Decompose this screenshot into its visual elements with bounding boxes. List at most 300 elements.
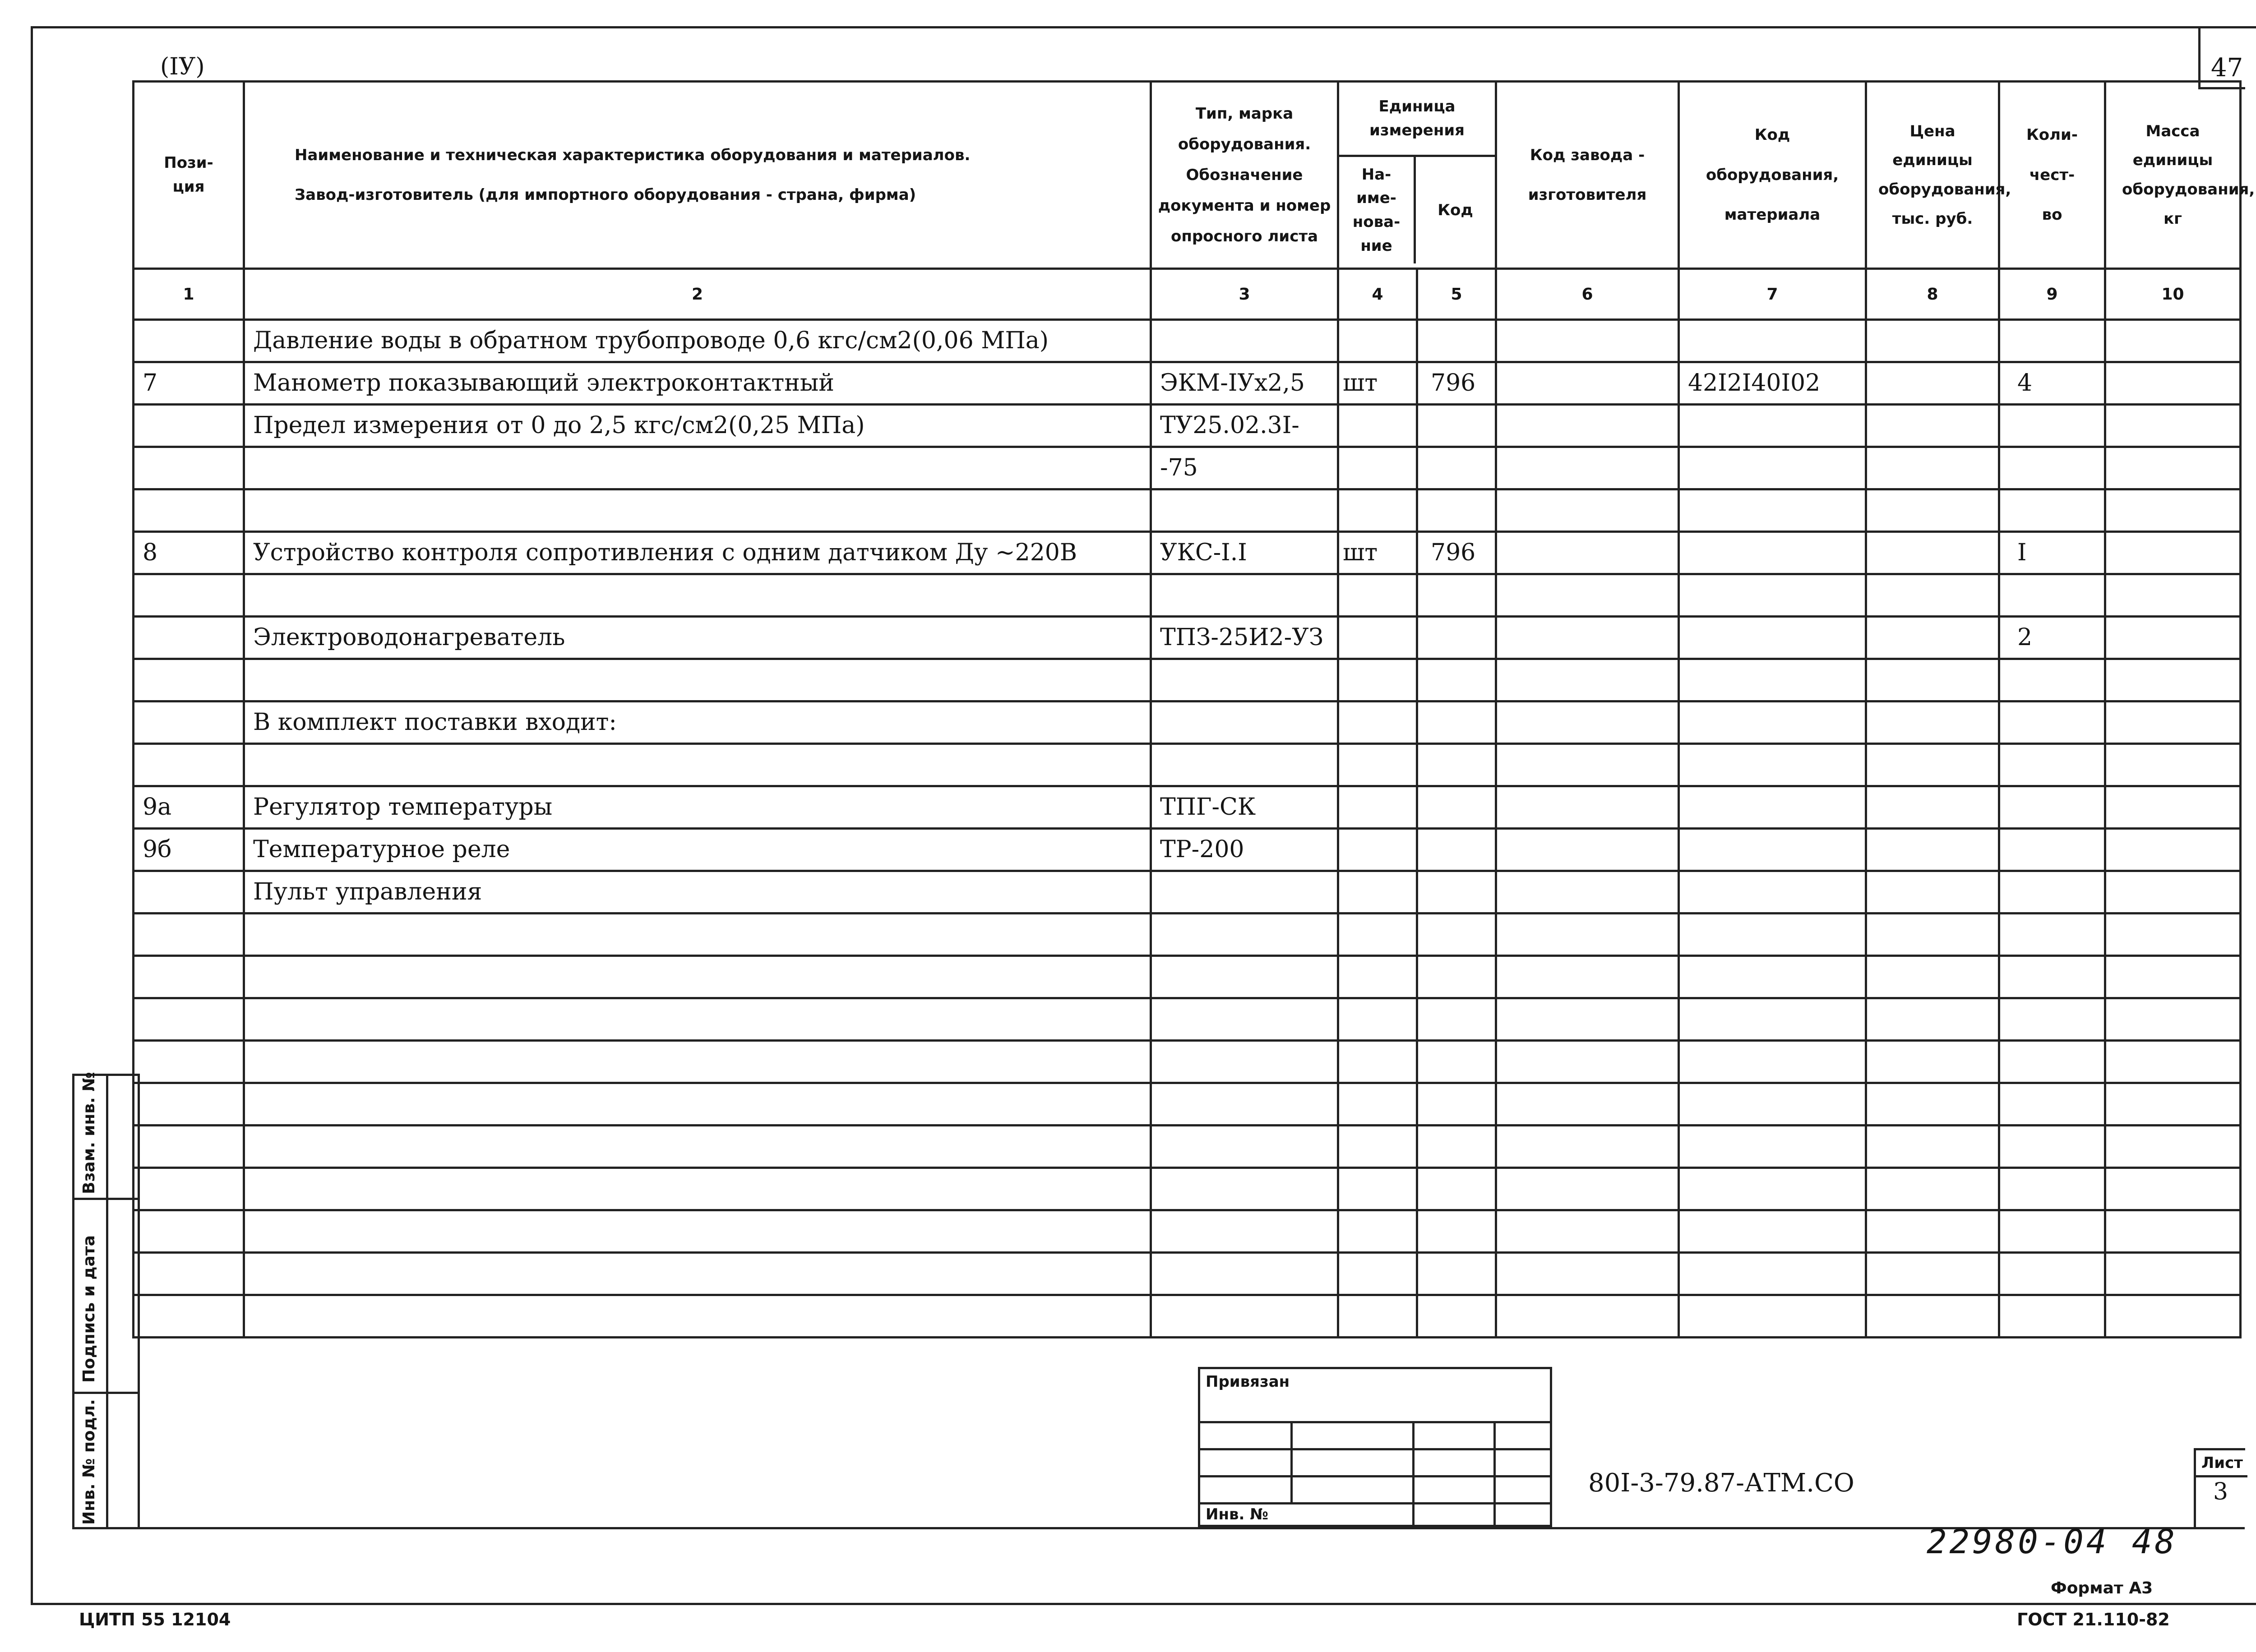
- position-cell: [134, 1210, 244, 1253]
- type-cell: [1151, 1126, 1338, 1168]
- page-number: 47: [2211, 53, 2243, 83]
- code-cell: [1417, 320, 1496, 362]
- equipment-code-cell: [1679, 914, 1866, 956]
- replaced-inv-label: Взам. инв. №: [80, 1072, 98, 1194]
- unit-cell: [1338, 1253, 1417, 1295]
- header-equipment-code: Код оборудования, материала: [1679, 82, 1866, 269]
- column-number: 1: [134, 269, 244, 320]
- plant-code-cell: [1496, 320, 1679, 362]
- mass-cell: [2105, 574, 2241, 617]
- unit-cell: [1338, 574, 1417, 617]
- type-cell: [1151, 659, 1338, 701]
- code-cell: [1417, 1083, 1496, 1126]
- quantity-cell: [1999, 1168, 2105, 1210]
- column-number: 6: [1496, 269, 1679, 320]
- mass-cell: [2105, 871, 2241, 914]
- equipment-code-cell: [1679, 320, 1866, 362]
- name-cell: Пульт управления: [244, 871, 1151, 914]
- price-cell: [1866, 1253, 1999, 1295]
- equipment-code-cell: [1679, 447, 1866, 489]
- mass-cell: [2105, 405, 2241, 447]
- equipment-code-cell: [1679, 659, 1866, 701]
- unit-cell: [1338, 1041, 1417, 1083]
- plant-code-cell: [1496, 362, 1679, 405]
- name-cell: [244, 447, 1151, 489]
- sheet-box: [2194, 1448, 2245, 1529]
- header-unit-code: Код: [1438, 201, 1473, 219]
- code-cell: [1417, 744, 1496, 786]
- price-cell: [1866, 320, 1999, 362]
- code-cell: [1417, 659, 1496, 701]
- code-cell: 796: [1417, 362, 1496, 405]
- name-cell: Регулятор температуры: [244, 786, 1151, 829]
- mass-cell: [2105, 998, 2241, 1041]
- position-cell: [134, 574, 244, 617]
- column-number: 3: [1151, 269, 1338, 320]
- header-name: Наименование и техническая характеристика оборудования и материалов. Завод-изготовитель (для импортного оборудования - страна, фирма): [244, 82, 1151, 269]
- table-row: [134, 362, 2241, 405]
- quantity-cell: [1999, 956, 2105, 998]
- mass-cell: [2105, 1210, 2241, 1253]
- equipment-code-cell: [1679, 532, 1866, 574]
- price-cell: [1866, 956, 1999, 998]
- mass-cell: [2105, 659, 2241, 701]
- table-row: [134, 871, 2241, 914]
- code-cell: [1417, 1253, 1496, 1295]
- price-cell: [1866, 998, 1999, 1041]
- table-row: [134, 701, 2241, 744]
- position-cell: [134, 320, 244, 362]
- unit-cell: [1338, 744, 1417, 786]
- type-cell: [1151, 489, 1338, 532]
- type-cell: [1151, 871, 1338, 914]
- name-cell: Устройство контроля сопротивления с одним датчиком Ду ∼220В: [244, 532, 1151, 574]
- table-row-empty: [134, 1253, 2241, 1295]
- equipment-code-cell: [1679, 786, 1866, 829]
- position-cell: [134, 659, 244, 701]
- quantity-cell: [1999, 320, 2105, 362]
- table-row-empty: [134, 1083, 2241, 1126]
- price-cell: [1866, 744, 1999, 786]
- quantity-cell: [1999, 914, 2105, 956]
- name-cell: [244, 914, 1151, 956]
- name-cell: [244, 1253, 1151, 1295]
- mass-cell: [2105, 1168, 2241, 1210]
- name-cell: В комплект поставки входит:: [244, 701, 1151, 744]
- table-header-row: [134, 82, 2241, 269]
- equipment-code-cell: [1679, 1041, 1866, 1083]
- price-cell: [1866, 659, 1999, 701]
- unit-cell: [1338, 617, 1417, 659]
- name-cell: Электроводонагреватель: [244, 617, 1151, 659]
- position-cell: [134, 1253, 244, 1295]
- position-cell: [134, 956, 244, 998]
- code-cell: [1417, 1168, 1496, 1210]
- quantity-cell: I: [1999, 532, 2105, 574]
- unit-cell: [1338, 1126, 1417, 1168]
- table-row-empty: [134, 1295, 2241, 1338]
- sheet-number: 3: [2213, 1478, 2228, 1505]
- code-cell: [1417, 871, 1496, 914]
- name-cell: [244, 489, 1151, 532]
- column-number: 5: [1417, 269, 1496, 320]
- type-cell: ТР-200: [1151, 829, 1338, 871]
- equipment-code-cell: [1679, 829, 1866, 871]
- table-row-empty: [134, 956, 2241, 998]
- type-cell: ТПЗ-25И2-УЗ: [1151, 617, 1338, 659]
- type-cell: [1151, 574, 1338, 617]
- type-cell: [1151, 701, 1338, 744]
- unit-cell: [1338, 914, 1417, 956]
- plant-code-cell: [1496, 1210, 1679, 1253]
- column-number: 4: [1338, 269, 1417, 320]
- mass-cell: [2105, 1041, 2241, 1083]
- code-cell: [1417, 829, 1496, 871]
- price-cell: [1866, 1295, 1999, 1338]
- table-row: [134, 405, 2241, 447]
- code-cell: 796: [1417, 532, 1496, 574]
- position-cell: [134, 871, 244, 914]
- footer-left-code: ЦИТП 55 12104: [79, 1610, 231, 1629]
- table-row: [134, 320, 2241, 362]
- position-cell: 7: [134, 362, 244, 405]
- name-cell: [244, 1295, 1151, 1338]
- position-cell: [134, 1126, 244, 1168]
- header-unit-name: На-име-нова-ние: [1339, 157, 1416, 263]
- table-row: [134, 574, 2241, 617]
- equipment-code-cell: [1679, 1126, 1866, 1168]
- type-cell: ТУ25.02.3I-: [1151, 405, 1338, 447]
- plant-code-cell: [1496, 871, 1679, 914]
- mass-cell: [2105, 532, 2241, 574]
- bottom-border: [72, 1527, 2245, 1529]
- name-cell: [244, 574, 1151, 617]
- plant-code-cell: [1496, 405, 1679, 447]
- column-number: 10: [2105, 269, 2241, 320]
- plant-code-cell: [1496, 1168, 1679, 1210]
- price-cell: [1866, 701, 1999, 744]
- name-cell: [244, 956, 1151, 998]
- unit-cell: [1338, 1295, 1417, 1338]
- position-cell: 8: [134, 532, 244, 574]
- table-row: [134, 447, 2241, 489]
- plant-code-cell: [1496, 744, 1679, 786]
- type-cell: [1151, 320, 1338, 362]
- quantity-cell: [1999, 998, 2105, 1041]
- code-cell: [1417, 574, 1496, 617]
- mass-cell: [2105, 1295, 2241, 1338]
- quantity-cell: [1999, 1210, 2105, 1253]
- code-cell: [1417, 617, 1496, 659]
- code-cell: [1417, 914, 1496, 956]
- table-row: [134, 744, 2241, 786]
- quantity-cell: [1999, 1295, 2105, 1338]
- unit-cell: [1338, 405, 1417, 447]
- code-cell: [1417, 956, 1496, 998]
- mass-cell: [2105, 1083, 2241, 1126]
- plant-code-cell: [1496, 574, 1679, 617]
- equipment-code-cell: [1679, 617, 1866, 659]
- equipment-code-cell: [1679, 998, 1866, 1041]
- mass-cell: [2105, 956, 2241, 998]
- name-cell: [244, 659, 1151, 701]
- plant-code-cell: [1496, 532, 1679, 574]
- name-cell: [244, 1083, 1151, 1126]
- format-label: Формат А3: [2051, 1579, 2153, 1597]
- code-cell: [1417, 489, 1496, 532]
- type-cell: [1151, 744, 1338, 786]
- code-cell: [1417, 447, 1496, 489]
- unit-cell: [1338, 659, 1417, 701]
- name-cell: [244, 1126, 1151, 1168]
- equipment-code-cell: [1679, 1083, 1866, 1126]
- table-row-empty: [134, 1168, 2241, 1210]
- code-cell: [1417, 1210, 1496, 1253]
- code-cell: [1417, 1126, 1496, 1168]
- header-unit-group: [1338, 82, 1496, 269]
- code-cell: [1417, 1295, 1496, 1338]
- type-cell: [1151, 998, 1338, 1041]
- plant-code-cell: [1496, 447, 1679, 489]
- unit-cell: [1338, 447, 1417, 489]
- position-cell: [134, 617, 244, 659]
- type-cell: ЭКМ-IУх2,5: [1151, 362, 1338, 405]
- mass-cell: [2105, 320, 2241, 362]
- equipment-code-cell: [1679, 489, 1866, 532]
- mass-cell: [2105, 617, 2241, 659]
- quantity-cell: 2: [1999, 617, 2105, 659]
- type-cell: [1151, 914, 1338, 956]
- price-cell: [1866, 1126, 1999, 1168]
- quantity-cell: [1999, 1126, 2105, 1168]
- position-cell: [134, 489, 244, 532]
- corner-mark: (IУ): [160, 53, 205, 80]
- header-mass: Масса единицы оборудования, кг: [2105, 82, 2241, 269]
- quantity-cell: [1999, 1253, 2105, 1295]
- plant-code-cell: [1496, 998, 1679, 1041]
- plant-code-cell: [1496, 1041, 1679, 1083]
- table-row-empty: [134, 1041, 2241, 1083]
- unit-cell: [1338, 1168, 1417, 1210]
- table-row: [134, 617, 2241, 659]
- unit-cell: шт: [1338, 362, 1417, 405]
- quantity-cell: [1999, 829, 2105, 871]
- table-row: [134, 532, 2241, 574]
- position-cell: [134, 1168, 244, 1210]
- code-cell: [1417, 1041, 1496, 1083]
- type-cell: [1151, 1083, 1338, 1126]
- document-code: 80I-3-79.87-АТМ.СО: [1588, 1468, 1854, 1498]
- position-cell: [134, 1041, 244, 1083]
- type-cell: ТПГ-СК: [1151, 786, 1338, 829]
- price-cell: [1866, 617, 1999, 659]
- name-cell: [244, 998, 1151, 1041]
- type-cell: [1151, 1253, 1338, 1295]
- position-cell: [134, 447, 244, 489]
- price-cell: [1866, 1168, 1999, 1210]
- unit-cell: шт: [1338, 532, 1417, 574]
- quantity-cell: [1999, 405, 2105, 447]
- mass-cell: [2105, 1126, 2241, 1168]
- table-body: [134, 320, 2241, 1338]
- position-cell: 9а: [134, 786, 244, 829]
- name-cell: Температурное реле: [244, 829, 1151, 871]
- type-cell: [1151, 1295, 1338, 1338]
- plant-code-cell: [1496, 914, 1679, 956]
- plant-code-cell: [1496, 956, 1679, 998]
- mass-cell: [2105, 914, 2241, 956]
- position-cell: [134, 998, 244, 1041]
- equipment-code-cell: [1679, 744, 1866, 786]
- equipment-code-cell: [1679, 405, 1866, 447]
- column-number: 2: [244, 269, 1151, 320]
- specification-table: [132, 80, 2255, 1338]
- table-row: [134, 489, 2241, 532]
- header-quantity: Коли-чест-во: [1999, 82, 2105, 269]
- table-row-empty: [134, 1126, 2241, 1168]
- price-cell: [1866, 1041, 1999, 1083]
- type-cell: УКС-I.I: [1151, 532, 1338, 574]
- mass-cell: [2105, 489, 2241, 532]
- price-cell: [1866, 405, 1999, 447]
- position-cell: [134, 1295, 244, 1338]
- stamp-inv-label: Инв. №: [1206, 1505, 1269, 1523]
- plant-code-cell: [1496, 1126, 1679, 1168]
- type-cell: [1151, 1041, 1338, 1083]
- quantity-cell: 4: [1999, 362, 2105, 405]
- code-cell: [1417, 701, 1496, 744]
- type-cell: [1151, 1210, 1338, 1253]
- plant-code-cell: [1496, 1295, 1679, 1338]
- plant-code-cell: [1496, 617, 1679, 659]
- header-unit-title: Единица измерения: [1369, 97, 1465, 139]
- price-cell: [1866, 1083, 1999, 1126]
- price-cell: [1866, 914, 1999, 956]
- table-row: [134, 786, 2241, 829]
- equipment-code-cell: [1679, 956, 1866, 998]
- quantity-cell: [1999, 659, 2105, 701]
- position-cell: [134, 914, 244, 956]
- price-cell: [1866, 532, 1999, 574]
- header-position: Пози- ция: [134, 82, 244, 269]
- unit-cell: [1338, 320, 1417, 362]
- equipment-code-cell: [1679, 574, 1866, 617]
- table-row: [134, 829, 2241, 871]
- mass-cell: [2105, 447, 2241, 489]
- equipment-code-cell: [1679, 1253, 1866, 1295]
- stamp-bound-label: Привязан: [1206, 1373, 1290, 1391]
- type-cell: -75: [1151, 447, 1338, 489]
- sheet-label: Лист: [2201, 1454, 2243, 1472]
- unit-cell: [1338, 1083, 1417, 1126]
- name-cell: Манометр показывающий электроконтактный: [244, 362, 1151, 405]
- quantity-cell: [1999, 701, 2105, 744]
- unit-cell: [1338, 1210, 1417, 1253]
- plant-code-cell: [1496, 489, 1679, 532]
- position-cell: [134, 744, 244, 786]
- code-cell: [1417, 998, 1496, 1041]
- equipment-code-cell: [1679, 1168, 1866, 1210]
- unit-cell: [1338, 489, 1417, 532]
- column-number-row: [134, 269, 2241, 320]
- plant-code-cell: [1496, 659, 1679, 701]
- unit-cell: [1338, 998, 1417, 1041]
- inv-original-label: Инв. № подл.: [80, 1399, 98, 1525]
- header-type: Тип, марка оборудования. Обозначение документа и номер опросного листа: [1151, 82, 1338, 269]
- quantity-cell: [1999, 871, 2105, 914]
- name-cell: Предел измерения от 0 до 2,5 кгс/см2(0,25 МПа): [244, 405, 1151, 447]
- unit-cell: [1338, 871, 1417, 914]
- quantity-cell: [1999, 1083, 2105, 1126]
- name-cell: Давление воды в обратном трубопроводе 0,6 кгс/см2(0,06 МПа): [244, 320, 1151, 362]
- type-cell: [1151, 1168, 1338, 1210]
- quantity-cell: [1999, 1041, 2105, 1083]
- price-cell: [1866, 489, 1999, 532]
- quantity-cell: [1999, 786, 2105, 829]
- sign-date-label: Подпись и дата: [80, 1235, 98, 1383]
- position-cell: [134, 701, 244, 744]
- quantity-cell: [1999, 489, 2105, 532]
- handwritten-note: 22980-04 48: [1927, 1523, 2178, 1561]
- column-number: 9: [1999, 269, 2105, 320]
- plant-code-cell: [1496, 786, 1679, 829]
- header-plant-code: Код завода - изготовителя: [1496, 82, 1679, 269]
- unit-cell: [1338, 701, 1417, 744]
- table-row-empty: [134, 1210, 2241, 1253]
- mass-cell: [2105, 362, 2241, 405]
- equipment-code-cell: [1679, 701, 1866, 744]
- position-cell: [134, 1083, 244, 1126]
- quantity-cell: [1999, 574, 2105, 617]
- mass-cell: [2105, 701, 2241, 744]
- name-cell: [244, 1168, 1151, 1210]
- plant-code-cell: [1496, 1083, 1679, 1126]
- table-row-empty: [134, 998, 2241, 1041]
- side-stamp-strip: [72, 1074, 140, 1529]
- unit-cell: [1338, 956, 1417, 998]
- equipment-code-cell: [1679, 871, 1866, 914]
- price-cell: [1866, 786, 1999, 829]
- column-number: 8: [1866, 269, 1999, 320]
- equipment-code-cell: 42I2I40I02: [1679, 362, 1866, 405]
- code-cell: [1417, 405, 1496, 447]
- table-row-empty: [134, 914, 2241, 956]
- name-cell: [244, 1210, 1151, 1253]
- quantity-cell: [1999, 447, 2105, 489]
- name-cell: [244, 1041, 1151, 1083]
- quantity-cell: [1999, 744, 2105, 786]
- position-cell: 9б: [134, 829, 244, 871]
- plant-code-cell: [1496, 701, 1679, 744]
- price-cell: [1866, 447, 1999, 489]
- price-cell: [1866, 829, 1999, 871]
- equipment-code-cell: [1679, 1210, 1866, 1253]
- table-row: [134, 659, 2241, 701]
- column-number: 7: [1679, 269, 1866, 320]
- position-cell: [134, 405, 244, 447]
- mass-cell: [2105, 1253, 2241, 1295]
- price-cell: [1866, 871, 1999, 914]
- code-cell: [1417, 786, 1496, 829]
- plant-code-cell: [1496, 1253, 1679, 1295]
- price-cell: [1866, 362, 1999, 405]
- binding-stamp: [1198, 1367, 1552, 1527]
- header-price: Цена единицы оборудования, тыс. руб.: [1866, 82, 1999, 269]
- mass-cell: [2105, 786, 2241, 829]
- type-cell: [1151, 956, 1338, 998]
- equipment-code-cell: [1679, 1295, 1866, 1338]
- unit-cell: [1338, 829, 1417, 871]
